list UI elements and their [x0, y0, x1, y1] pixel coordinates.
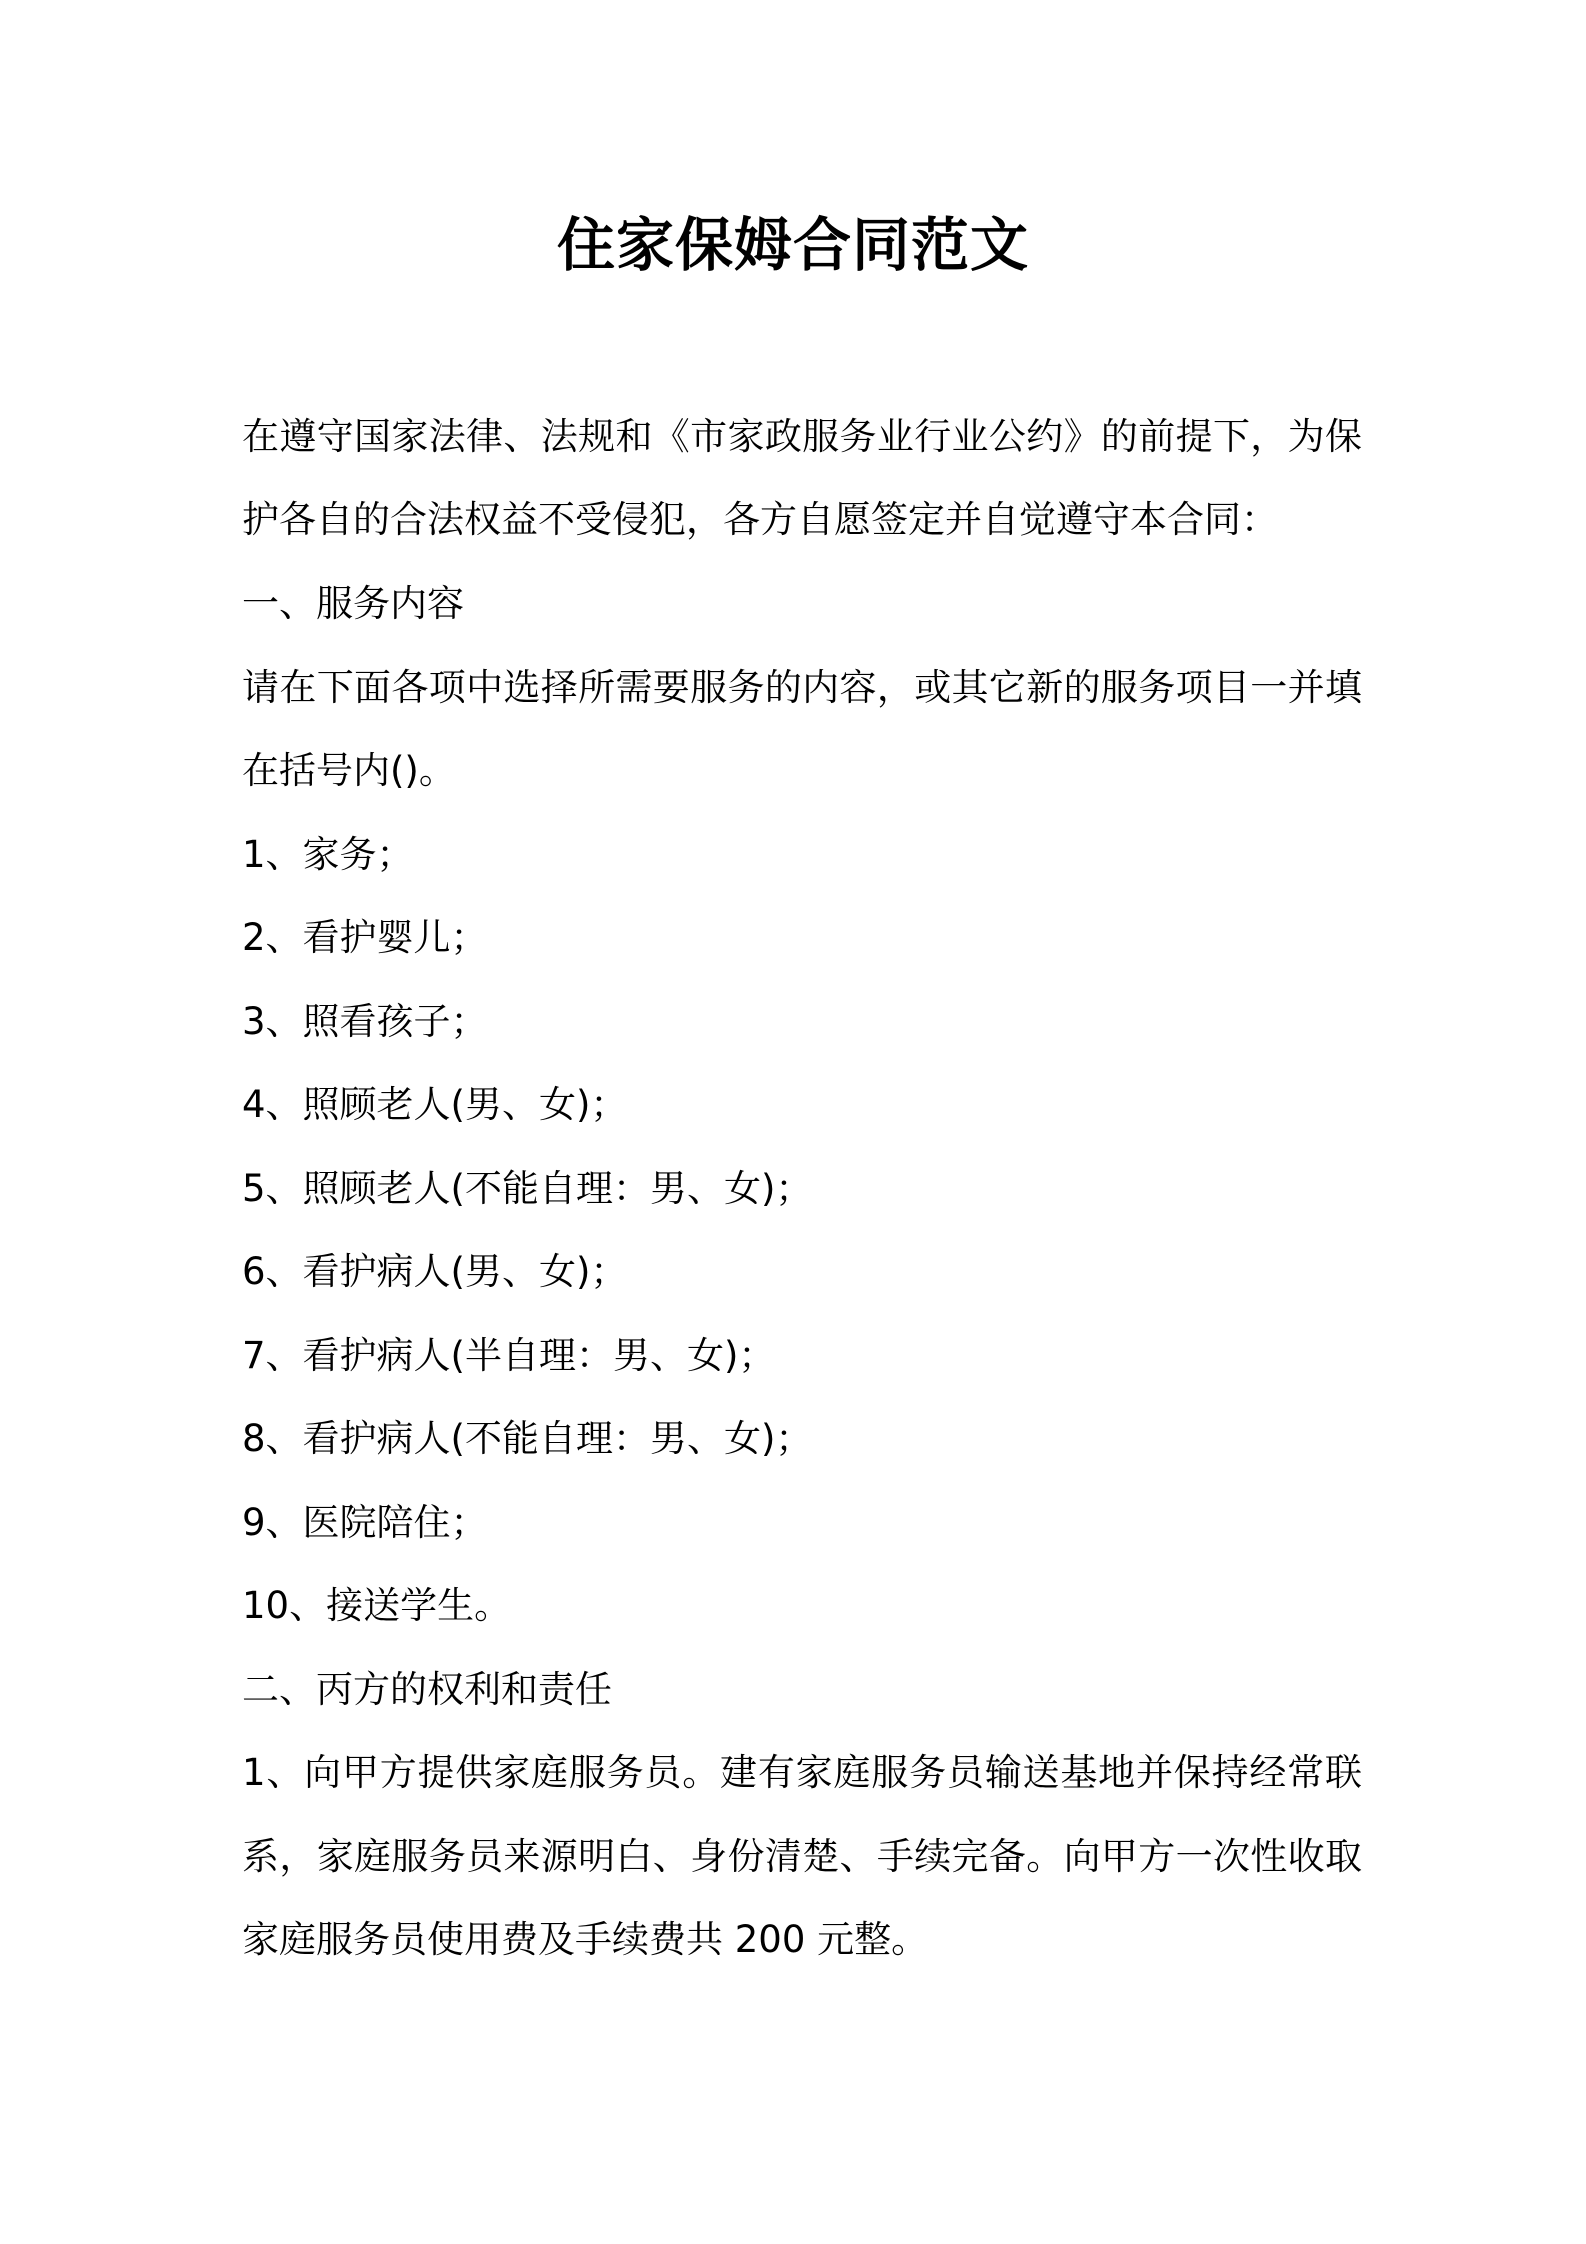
- service-item-1: 1、家务；: [242, 833, 414, 876]
- section-2-heading: 二、丙方的权利和责任: [242, 1668, 612, 1711]
- section-2-paragraph-1-line-3: 家庭服务员使用费及手续费共 200 元整。: [242, 1918, 929, 1961]
- intro-line-1: 在遵守国家法律、法规和《市家政服务业行业公约》的前提下，为保: [242, 415, 1362, 458]
- service-item-2: 2、看护婴儿；: [242, 916, 488, 959]
- section-2-paragraph-1-line-2: 系，家庭服务员来源明白、身份清楚、手续完备。向甲方一次性收取: [242, 1835, 1362, 1878]
- service-item-9: 9、医院陪住；: [242, 1501, 488, 1544]
- service-item-6: 6、看护病人(男、女)；: [242, 1250, 628, 1293]
- service-item-4: 4、照顾老人(男、女)；: [242, 1083, 628, 1126]
- intro-line-2: 护各自的合法权益不受侵犯，各方自愿签定并自觉遵守本合同：: [242, 498, 1278, 541]
- section-1-instruction-line-2: 在括号内()。: [242, 749, 456, 792]
- section-2-paragraph-1-line-1: 1、向甲方提供家庭服务员。建有家庭服务员输送基地并保持经常联: [242, 1751, 1362, 1794]
- service-item-7: 7、看护病人(半自理：男、女)；: [242, 1334, 776, 1377]
- service-item-5: 5、照顾老人(不能自理：男、女)；: [242, 1167, 813, 1210]
- service-item-10: 10、接送学生。: [242, 1584, 512, 1627]
- section-1-instruction-line-1: 请在下面各项中选择所需要服务的内容，或其它新的服务项目一并填: [242, 666, 1362, 709]
- section-1-heading: 一、服务内容: [242, 582, 464, 625]
- service-item-8: 8、看护病人(不能自理：男、女)；: [242, 1417, 813, 1460]
- service-item-3: 3、照看孩子；: [242, 1000, 488, 1043]
- document-title: 住家保姆合同范文: [556, 211, 1029, 279]
